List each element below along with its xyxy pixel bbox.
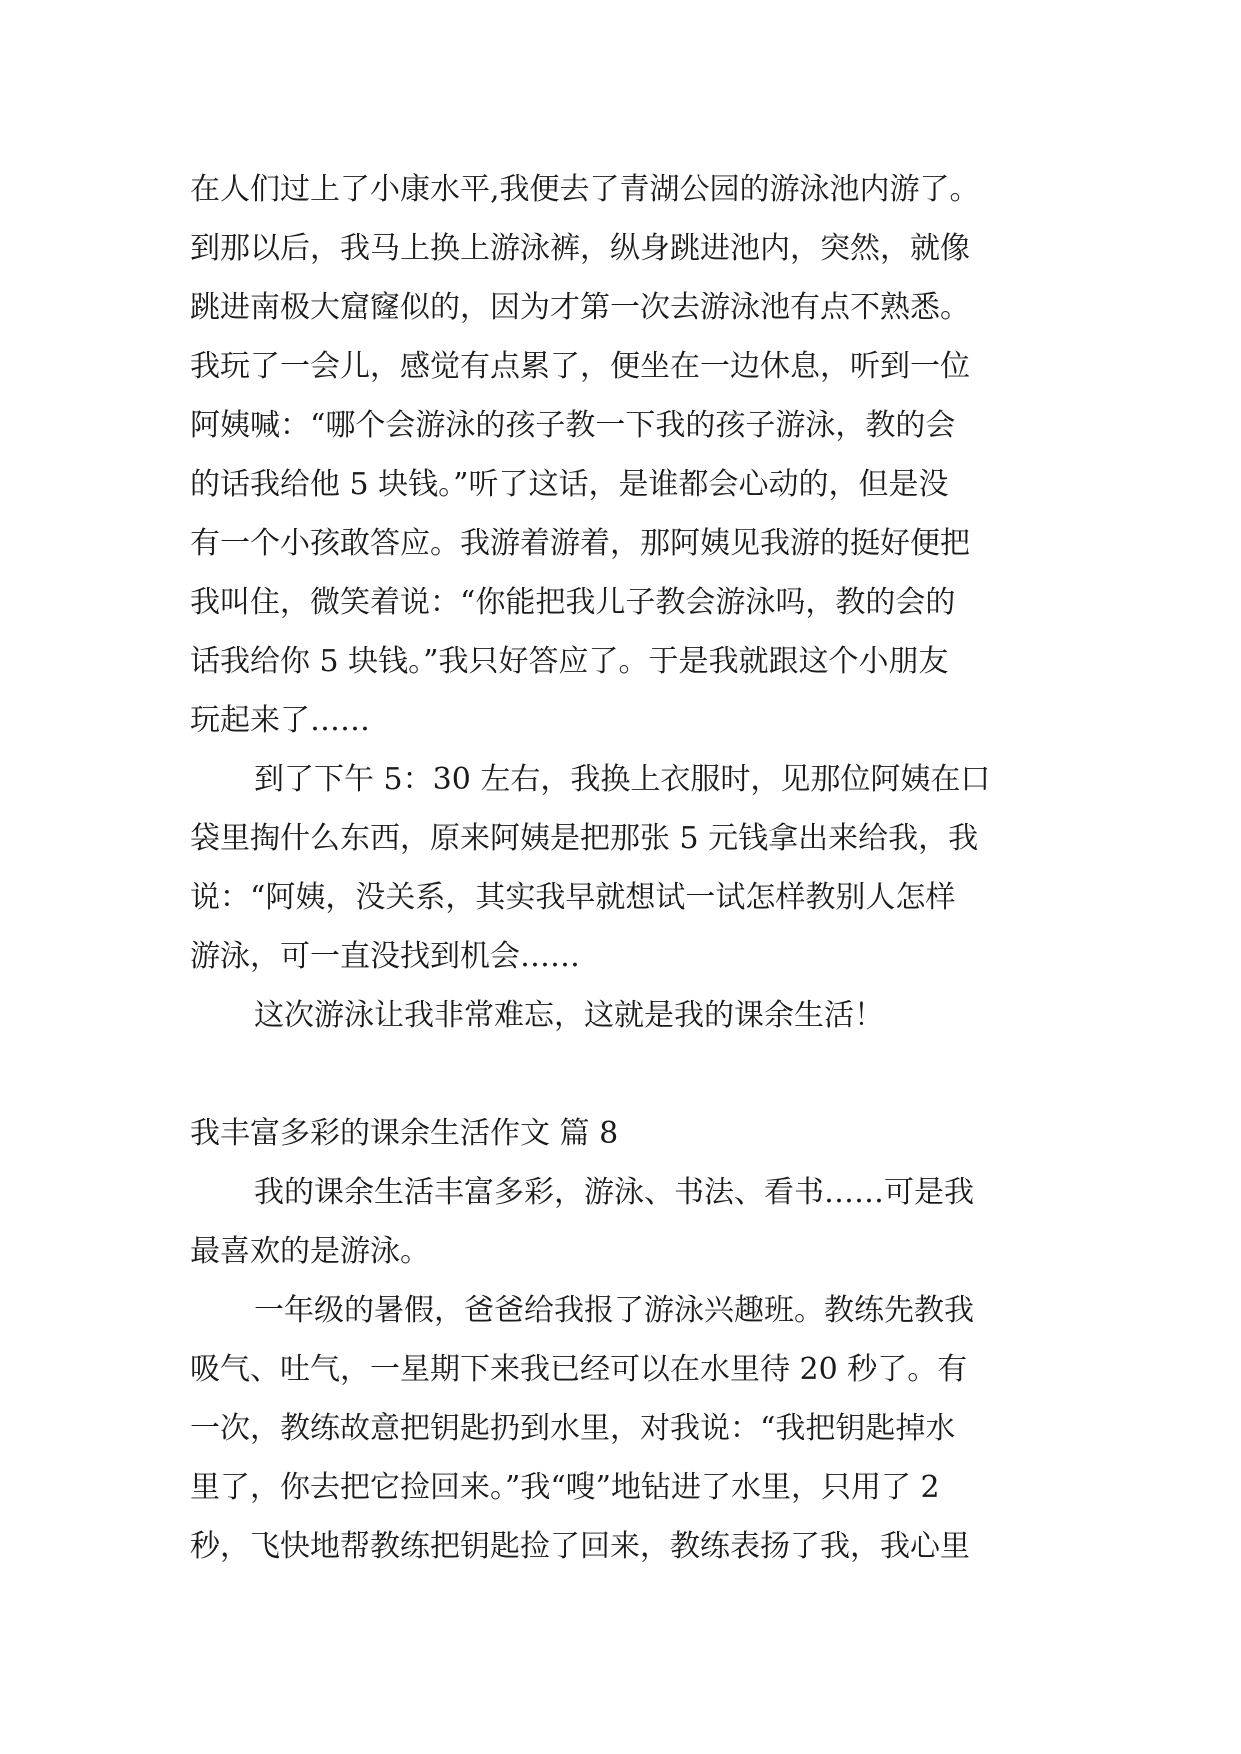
text-line: 一次，教练故意把钥匙扔到水里，对我说：“我把钥匙掉水 xyxy=(190,1411,956,1446)
text-line: 游泳，可一直没找到机会…… xyxy=(190,939,580,974)
text-line: 我玩了一会儿，感觉有点累了，便坐在一边休息，听到一位 xyxy=(190,349,970,384)
text-line: 话我给你 5 块钱。”我只好答应了。于是我就跟这个小朋友 xyxy=(190,644,949,679)
section-gap xyxy=(190,1045,1090,1104)
text-line: 在人们过上了小康水平,我便去了青湖公园的游泳池内游了。 xyxy=(190,172,980,207)
paragraph-afternoon xyxy=(190,750,1090,986)
document-body xyxy=(190,160,1090,1576)
text-line: 阿姨喊：“哪个会游泳的孩子教一下我的孩子游泳，教的会 xyxy=(190,408,956,443)
text-line: 秒，飞快地帮教练把钥匙捡了回来，教练表扬了我，我心里 xyxy=(190,1529,970,1564)
text-line: 说：“阿姨，没关系，其实我早就想试一试怎样教别人怎样 xyxy=(190,880,956,915)
text-line: 我的课余生活丰富多彩，游泳、书法、看书……可是我 xyxy=(254,1175,974,1210)
paragraph-conclusion xyxy=(190,986,1090,1045)
text-line: 最喜欢的是游泳。 xyxy=(190,1234,430,1269)
text-line: 跳进南极大窟窿似的，因为才第一次去游泳池有点不熟悉。 xyxy=(190,290,970,325)
text-line: 玩起来了…… xyxy=(190,703,370,738)
text-line: 有一个小孩敢答应。我游着游着，那阿姨见我游的挺好便把 xyxy=(190,526,970,561)
paragraph-story-continued xyxy=(190,160,1090,750)
text-line: 的话我给他 5 块钱。”听了这话，是谁都会心动的，但是没 xyxy=(190,467,949,502)
text-line: 到那以后，我马上换上游泳裤，纵身跳进池内，突然，就像 xyxy=(190,231,970,266)
text-line: 吸气、吐气，一星期下来我已经可以在水里待 20 秒了。有 xyxy=(190,1352,968,1387)
text-line: 一年级的暑假，爸爸给我报了游泳兴趣班。教练先教我 xyxy=(254,1293,974,1328)
text-line: 到了下午 5：30 左右，我换上衣服时，见那位阿姨在口 xyxy=(254,762,991,797)
text-line: 我叫住，微笑着说：“你能把我儿子教会游泳吗，教的会的 xyxy=(190,585,956,620)
text-line: 袋里掏什么东西，原来阿姨是把那张 5 元钱拿出来给我，我 xyxy=(190,821,979,856)
paragraph-summer-class xyxy=(190,1281,1090,1576)
paragraph-intro xyxy=(190,1163,1090,1281)
text-line: 里了，你去把它捡回来。”我“嗖”地钻进了水里，只用了 2 xyxy=(190,1470,940,1505)
text-line: 这次游泳让我非常难忘，这就是我的课余生活！ xyxy=(254,998,884,1033)
article-heading: 我丰富多彩的课余生活作文 篇 8 xyxy=(190,1116,619,1151)
